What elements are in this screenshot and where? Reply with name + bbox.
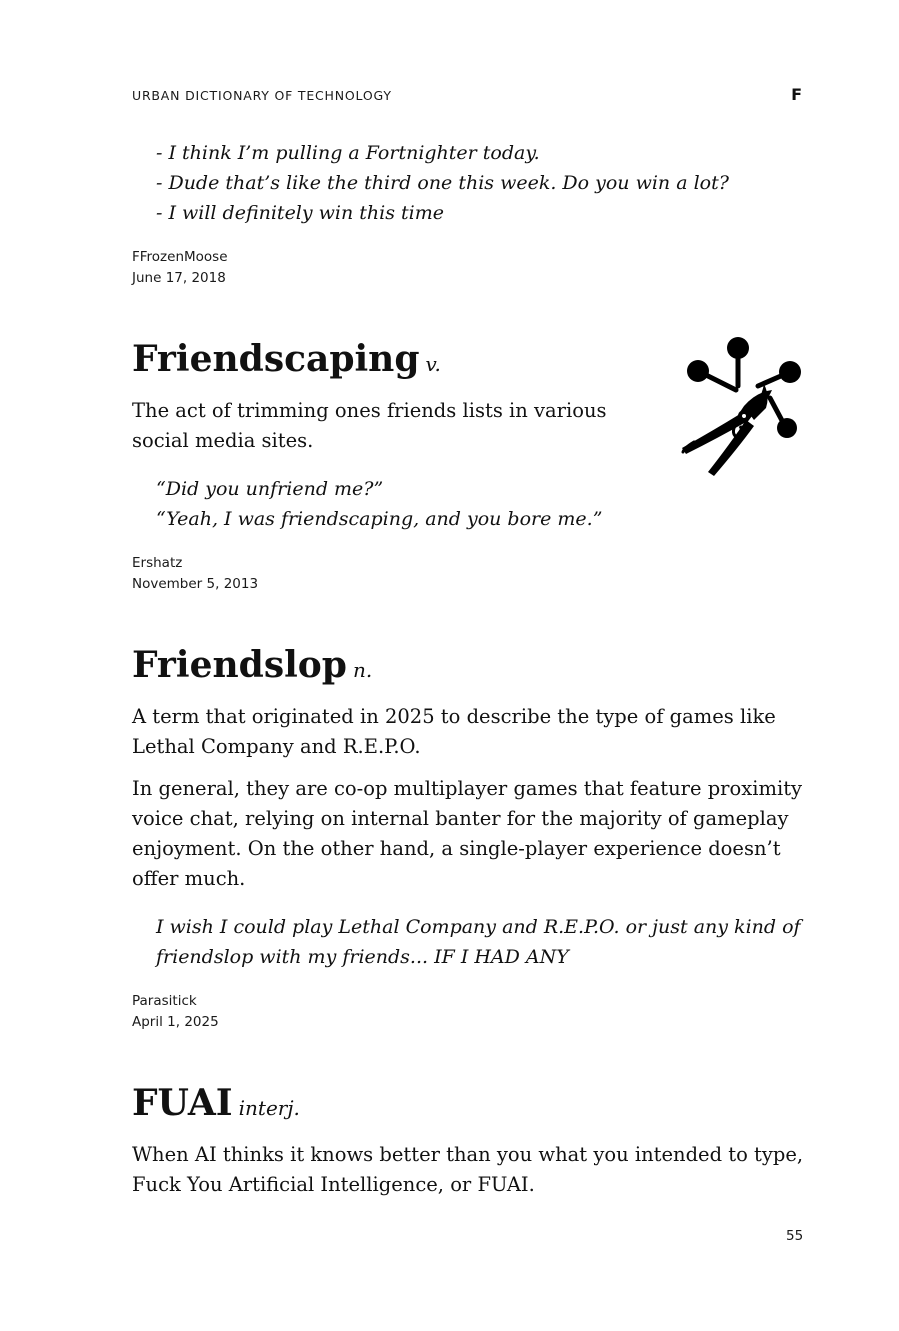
definition-line: Lethal Company and R.E.P.O. [132,735,421,758]
example-line: I wish I could play Lethal Company and R.E.P.O. or just any kind of [156,916,801,938]
definition-line: voice chat, relying on internal banter for the majority of gameplay [132,807,789,830]
entry-author: Parasitick [132,993,197,1009]
entry-date: June 17, 2018 [132,270,226,286]
headword: Friendslop [132,644,347,686]
entry-author: Ershatz [132,555,183,571]
part-of-speech: interj. [238,1096,300,1120]
part-of-speech: v. [425,352,441,376]
definition-line: The act of trimming ones friends lists in various [132,399,607,422]
entry-headword [132,1082,300,1124]
definition-line: enjoyment. On the other hand, a single-player experience doesn’t [132,837,781,860]
example-line: - I will definitely win this time [156,202,444,224]
part-of-speech: n. [352,658,373,682]
running-header [132,85,802,108]
example-line: “Did you unfriend me?” [156,478,384,500]
definition-line: A term that originated in 2025 to describe the type of games like [132,705,776,728]
running-title: URBAN DICTIONARY OF TECHNOLOGY [132,88,392,103]
entry-date: November 5, 2013 [132,576,259,592]
definition-line: Fuck You Artificial Intelligence, or FUAI. [132,1173,535,1196]
definition-line: offer much. [132,867,246,890]
headword: FUAI [132,1082,233,1124]
headword: Friendscaping [132,338,420,380]
entry-headword [132,644,372,686]
definition-line: In general, they are co-op multiplayer games that feature proximity [132,777,803,800]
example-line: friendslop with my friends... IF I HAD ANY [156,946,569,968]
entry-author: FFrozenMoose [132,249,228,265]
entry-date: April 1, 2025 [132,1014,219,1030]
example-line: - Dude that’s like the third one this week. Do you win a lot? [156,172,729,194]
section-letter: F [791,85,802,104]
example-line: “Yeah, I was friendscaping, and you bore me.” [156,508,603,530]
definition-line: When AI thinks it knows better than you what you intended to type, [132,1143,804,1166]
definition-line: social media sites. [132,429,314,452]
entry-headword [132,338,441,380]
page-number: 55 [786,1228,804,1244]
example-line: - I think I’m pulling a Fortnighter today. [156,142,540,164]
pruning-shears-network-icon [674,334,810,478]
